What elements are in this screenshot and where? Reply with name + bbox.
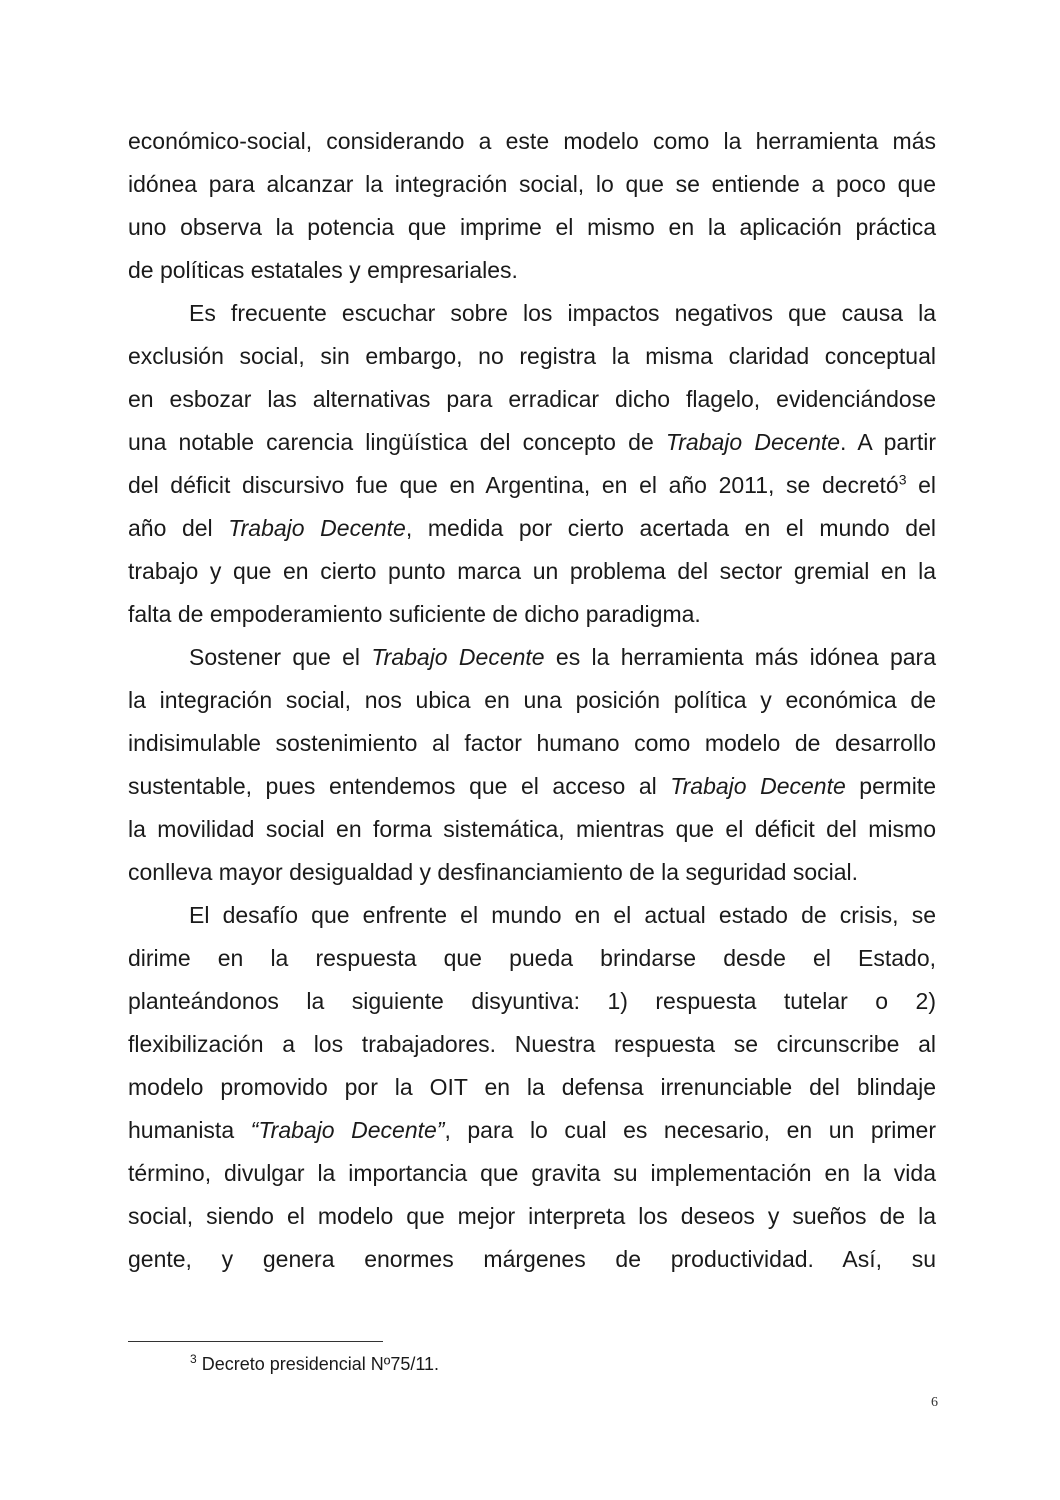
body-text bbox=[128, 120, 936, 1281]
text-run: , para lo cual es necesario, en un primer bbox=[444, 1117, 936, 1143]
italic-term: Trabajo Decente bbox=[665, 429, 841, 455]
italic-term: Trabajo Decente bbox=[371, 644, 545, 670]
text-line bbox=[128, 421, 936, 464]
text-line: dirime en la respuesta que pueda brindarse desde el Estado, bbox=[128, 945, 936, 971]
text-run: el bbox=[906, 472, 937, 498]
text-line: la movilidad social en forma sistemática, mientras que el déficit del mismo bbox=[128, 816, 936, 842]
text-line: trabajo y que en cierto punto marca un problema del sector gremial en la bbox=[128, 558, 936, 584]
text-run: es la herramienta más idónea para bbox=[544, 644, 937, 670]
text-run: permite bbox=[845, 773, 936, 799]
text-line: la integración social, nos ubica en una posición política y económica de bbox=[128, 687, 936, 713]
text-run: año del bbox=[128, 515, 229, 541]
text-line: exclusión social, sin embargo, no registra la misma claridad conceptual bbox=[128, 343, 936, 369]
text-line: flexibilización a los trabajadores. Nuestra respuesta se circunscribe al bbox=[128, 1031, 936, 1057]
italic-term: Trabajo Decente bbox=[228, 515, 406, 541]
paragraph-4 bbox=[128, 894, 936, 1281]
text-line: planteándonos la siguiente disyuntiva: 1) respuesta tutelar o 2) bbox=[128, 988, 936, 1014]
text-line: Es frecuente escuchar sobre los impactos negativos que causa la bbox=[189, 300, 936, 326]
text-run: una notable carencia lingüística del concepto de bbox=[128, 429, 666, 455]
page-number: 6 bbox=[931, 1395, 938, 1410]
text-line: modelo promovido por la OIT en la defensa irrenunciable del blindaje bbox=[128, 1074, 936, 1100]
text-line: término, divulgar la importancia que gravita su implementación en la vida bbox=[128, 1160, 936, 1186]
text-line bbox=[128, 464, 936, 507]
text-line: social, siendo el modelo que mejor interpreta los deseos y sueños de la bbox=[128, 1203, 936, 1229]
text-line bbox=[128, 507, 936, 550]
text-line: gente, y genera enormes márgenes de productividad. Así, su bbox=[128, 1246, 936, 1272]
text-line: económico-social, considerando a este modelo como la herramienta más bbox=[128, 128, 936, 154]
italic-term: Trabajo Decente bbox=[670, 773, 846, 799]
footnote-reference[interactable]: 3 bbox=[898, 471, 907, 488]
footnote bbox=[190, 1352, 439, 1376]
footnote-number: 3 bbox=[190, 1352, 197, 1366]
text-line: conlleva mayor desigualdad y desfinanciamiento de la seguridad social. bbox=[128, 859, 859, 885]
text-line: indisimulable sostenimiento al factor humano como modelo de desarrollo bbox=[128, 730, 936, 756]
text-run: sustentable, pues entendemos que el acceso al bbox=[128, 773, 671, 799]
paragraph-3 bbox=[128, 636, 936, 894]
text-line: uno observa la potencia que imprime el mismo en la aplicación práctica bbox=[128, 214, 936, 240]
text-run: Sostener que el bbox=[189, 644, 372, 670]
italic-term: “Trabajo Decente” bbox=[250, 1117, 445, 1143]
text-line bbox=[128, 765, 936, 808]
text-line: El desafío que enfrente el mundo en el actual estado de crisis, se bbox=[189, 902, 936, 928]
text-line: de políticas estatales y empresariales. bbox=[128, 257, 518, 283]
text-run: del déficit discursivo fue que en Argentina, en el año 2011, se decretó bbox=[128, 472, 899, 498]
text-line bbox=[128, 1109, 936, 1152]
paragraph-2 bbox=[128, 292, 936, 636]
text-line bbox=[128, 636, 936, 679]
text-run: , medida por cierto acertada en el mundo del bbox=[405, 515, 936, 541]
text-run: humanista bbox=[128, 1117, 251, 1143]
paragraph-1 bbox=[128, 120, 936, 292]
footnote-separator bbox=[128, 1341, 383, 1342]
text-run: . A partir bbox=[840, 429, 936, 455]
footnote-text: Decreto presidencial Nº75/11. bbox=[196, 1354, 440, 1374]
text-line: en esbozar las alternativas para erradicar dicho flagelo, evidenciándose bbox=[128, 386, 936, 412]
text-line: falta de empoderamiento suficiente de dicho paradigma. bbox=[128, 601, 701, 627]
text-line: idónea para alcanzar la integración social, lo que se entiende a poco que bbox=[128, 171, 936, 197]
